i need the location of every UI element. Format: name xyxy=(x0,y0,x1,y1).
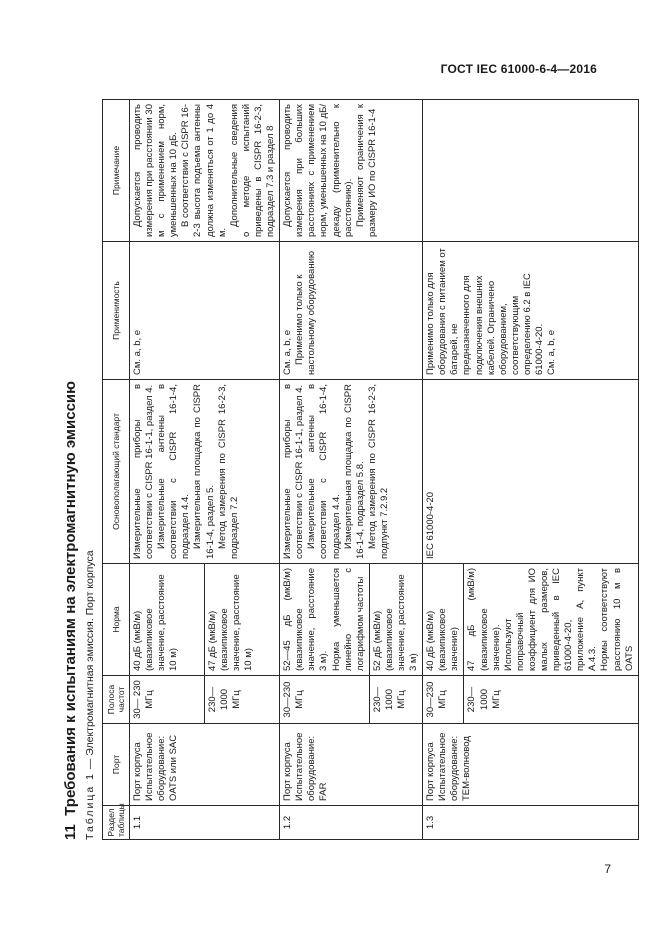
basic-standard-line: Измерительные приборы в соответствии с CISPR 16-1-1, раздел 4. xyxy=(132,384,156,559)
row-band: 230— 1000 МГц xyxy=(205,676,280,724)
emission-table xyxy=(102,99,639,840)
row-section: 1.3 xyxy=(423,806,639,840)
col-header-band: Полоса частот xyxy=(103,676,130,724)
page-number: 7 xyxy=(604,862,611,876)
row-band: 30—230 МГц xyxy=(280,676,370,724)
basic-standard-line: Измерительные антенны в соответствии с CISPR 16-1-4, подраздел 4.4. xyxy=(156,384,192,559)
table-caption xyxy=(84,550,96,840)
basic-standard-line: Метод измерения по CISPR 16-2-3, подраздел 7.2 xyxy=(216,384,240,559)
row-note xyxy=(423,100,639,242)
note-line: Допускается проводить измерения при расстоянии 30 м с применением норм, уменьшенных на 10 дБ. xyxy=(132,104,180,237)
port-text: Порт корпуса xyxy=(425,742,437,801)
row-basic-standard: IEC 61000-4-20 xyxy=(423,380,639,564)
row-band: 30— 230 МГц xyxy=(130,676,205,724)
col-header-applicability: Применимость xyxy=(103,242,130,380)
table-caption-label: Таблица 1 xyxy=(84,772,96,840)
note-line: Допускается проводить измерения при больших расстояниях с применением норм, уменьшенных на 10 дБ/декаду (применительно к расстоянию). xyxy=(282,104,354,237)
limit-line: Используют поправочный коэффициент для ИО малых размеров, приведенный в IEC 61000-4-20, приложение А, пункт А.4.3. xyxy=(502,568,599,671)
row-applicability: См. a, b, e xyxy=(130,242,280,380)
row-limit: 47 дБ (мкВ/м) (квазипиковое значение, расстояние 10 м) xyxy=(205,564,280,676)
table-header-row xyxy=(103,100,130,840)
row-basic-standard xyxy=(280,380,423,564)
limit-line: 52—45 дБ (мкВ/м) (квазипиковое значение, расстояние 3 м). xyxy=(282,568,330,671)
table-row xyxy=(423,100,464,840)
limit-line: 47 дБ (мкВ/м) (квазипиковое значение). xyxy=(466,568,502,671)
applicability-line: См. a, b, e xyxy=(282,329,294,375)
row-limit xyxy=(464,564,638,676)
section-title-text: Требования к испытаниям на электромагнитную эмиссию xyxy=(62,381,79,816)
limit-line: Норма уменьшается линейно с логарифмом частоты xyxy=(330,568,366,671)
basic-standard-line: Метод измерения по CISPR 16-2-3, подпункт 7.2.9.2 xyxy=(366,384,390,559)
row-limit: 40 дБ (мкВ/м) (квазипиковое значение) xyxy=(423,564,464,676)
row-band: 30—230 МГц xyxy=(423,676,464,724)
basic-standard-line: Измерительная площадка по CISPR 16-1-4, раздел 5. xyxy=(192,384,216,559)
row-port xyxy=(280,724,423,806)
note-line: В соответствии с CISPR 16-2-3 высота подъема антенны должна изменяться от 1 до 4 м. xyxy=(180,104,228,237)
table-row xyxy=(130,100,205,840)
basic-standard-line: Измерительные антенны в соответствии с CISPR 16-1-4, подраздел 4.4. xyxy=(306,384,342,559)
port-equipment-text: Испытательное оборудование: FAR xyxy=(294,732,330,801)
col-header-note: Примечание xyxy=(103,100,130,242)
document-standard-header: ГОСТ IEC 61000-6-4—2016 xyxy=(440,62,597,76)
section-number: 11 xyxy=(62,824,79,840)
port-text: Порт корпуса xyxy=(282,742,294,801)
row-note xyxy=(130,100,280,242)
limit-line: Нормы соответствуют расстоянию 10 м в OATS xyxy=(599,568,635,671)
row-limit: 40 дБ (мкВ/м) (квазипиковое значение, расстояние 10 м) xyxy=(130,564,205,676)
col-header-limit: Норма xyxy=(103,564,130,676)
applicability-line: Применимо только к настольному оборудованию xyxy=(294,251,318,375)
row-limit xyxy=(280,564,370,676)
basic-standard-line: Измерительные приборы в соответствии с CISPR 16-1-1, раздел 4. xyxy=(282,384,306,559)
row-limit: 52 дБ (мкВ/м) (квазипиковое значение, расстояние 3 м) xyxy=(369,564,422,676)
rotated-content xyxy=(62,0,635,840)
row-section: 1.1 xyxy=(130,806,280,840)
row-band: 230— 1000 МГц xyxy=(369,676,422,724)
section-title xyxy=(62,381,79,840)
table-caption-text: — Электромагнитная эмиссия. Порт корпуса xyxy=(84,550,96,770)
port-text: Порт корпуса xyxy=(132,742,143,801)
applicability-line: См. a, b, e xyxy=(546,329,558,375)
note-line: Дополнительные сведения о методе испытаний приведены в CISPR 16-2-3, подраздел 7.3 и раздел 8 xyxy=(228,104,277,237)
row-band: 230— 1000 МГц xyxy=(464,676,638,724)
table-row xyxy=(280,100,370,840)
port-equipment-text: Испытательное оборудование: TEM-волновод xyxy=(437,732,473,801)
applicability-line: Применимо только для оборудования с питанием от батарей, не предназначенного для подключения внешних кабелей. Ограничено оборудованием, соответствующим определению 6.2 в IEC 61000-4-20. xyxy=(425,248,545,375)
port-equipment-text: Испытательное оборудование: OATS или SAC xyxy=(144,732,180,801)
basic-standard-line: Измерительная площадка по CISPR 16-1-4, подраздел 5.8. xyxy=(342,384,366,559)
row-applicability xyxy=(423,242,639,380)
row-applicability xyxy=(280,242,423,380)
col-header-basic-standard: Основополагающий стандарт xyxy=(103,380,130,564)
row-note xyxy=(280,100,423,242)
row-port xyxy=(423,724,639,806)
note-line: Применяют ограничения к размеру ИО по CISPR 16-1-4 xyxy=(354,104,378,237)
row-port xyxy=(130,724,280,806)
row-section: 1.2 xyxy=(280,806,423,840)
col-header-section: Раздел таблицы xyxy=(103,806,130,840)
col-header-port: Порт xyxy=(103,724,130,806)
row-basic-standard xyxy=(130,380,280,564)
